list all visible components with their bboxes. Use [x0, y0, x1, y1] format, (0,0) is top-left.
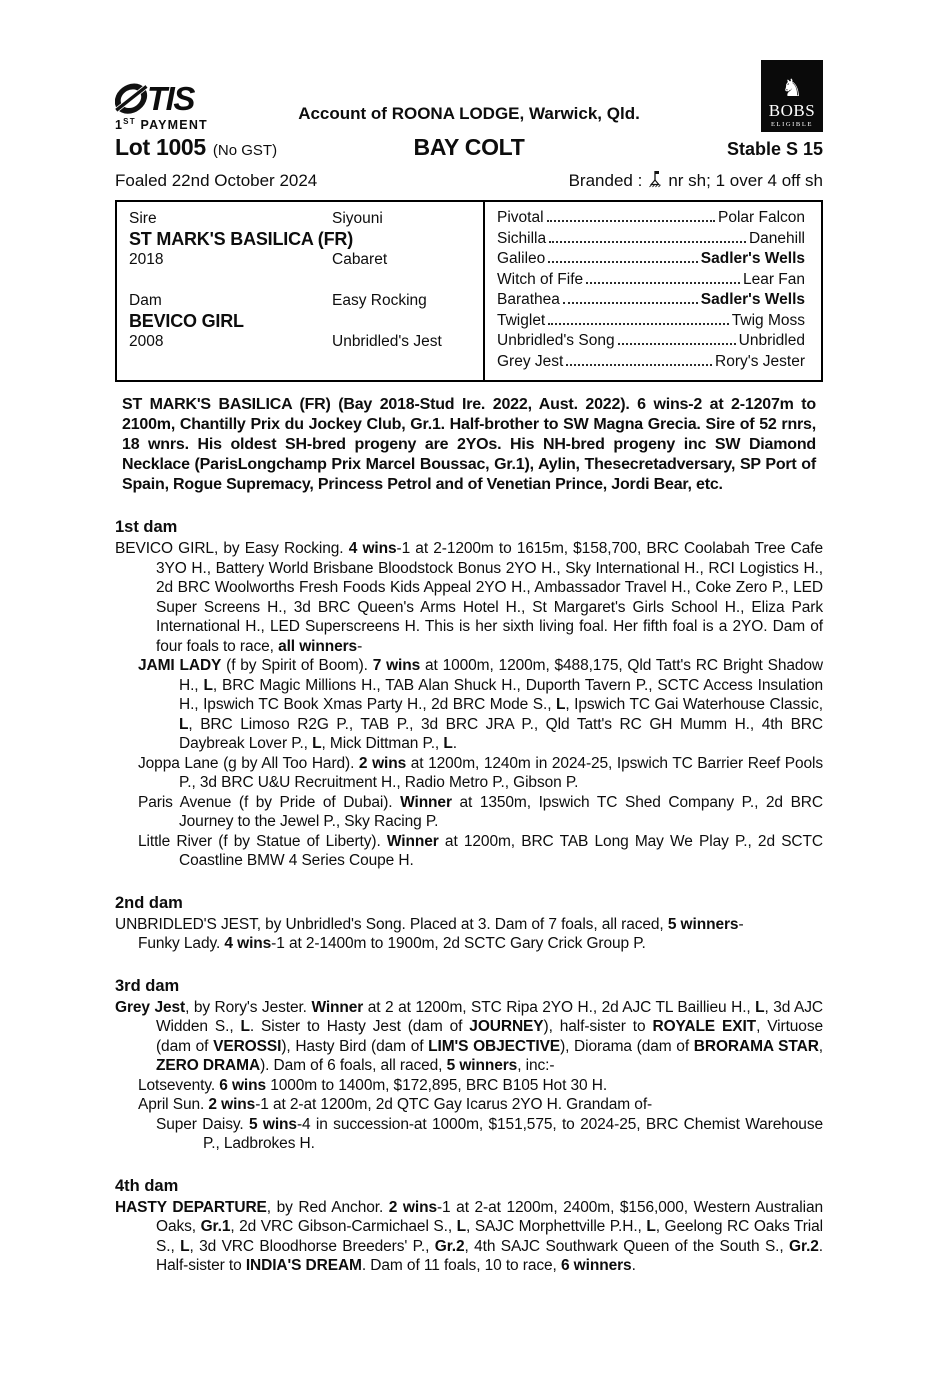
cross-sire-name: Galileo — [497, 250, 546, 267]
dot-leader — [548, 323, 729, 325]
branded-label: Branded : — [568, 171, 643, 190]
pedigree-cross-row — [497, 312, 805, 333]
dam-year: 2008 — [129, 333, 164, 351]
pedigree-third-generation — [483, 202, 821, 380]
section-heading: 3rd dam — [115, 976, 180, 995]
pedigree-paragraph: Little River (f by Statue of Liberty). Winner at 1200m, BRC TAB Long May We Play P., 2d SCTC Coastline BMW 4 Series Coupe H. — [138, 832, 823, 869]
sire-sire: Siyouni — [332, 210, 383, 228]
section-heading: 4th dam — [115, 1176, 179, 1195]
section-heading: 1st dam — [115, 518, 178, 536]
sire-name: ST MARK'S BASILICA (FR) — [129, 229, 353, 250]
sire-dam: Cabaret — [332, 251, 388, 269]
brand-symbol-icon — [648, 170, 662, 188]
stable-location: Stable S 15 — [726, 139, 823, 159]
pedigree-paragraph: April Sun. 2 wins-1 at 2-at 1200m, 2d QTC Gay Icarus 2YO H. Grandam of- — [138, 1096, 653, 1113]
cross-dam-name: Rory's Jester — [715, 352, 805, 370]
dam-dam: Unbridled's Jest — [332, 333, 442, 351]
pedigree-left-columns — [117, 202, 483, 380]
dam-sections — [115, 518, 823, 1276]
pedigree-paragraph: Grey Jest, by Rory's Jester. Winner at 2 at 1200m, STC Ripa 2YO H., 2d AJC TL Baillieu H., L, 3d AJC Widden S., L. Sister to Hasty Jest (dam of JOURNEY), half-sister to ROYALE EXIT, Virtuose (dam of VEROSSI), Hasty Bird (dam of LIM'S OBJECTIVE), Diorama (dam of BRORAMA STAR, ZERO DRAMA). Dam of 6 foals, all raced, 5 winners, inc:- — [115, 998, 824, 1074]
qtis-word: TIS — [147, 79, 194, 117]
cross-sire-name: Unbridled's Song — [497, 332, 615, 349]
sire-label: Sire — [129, 210, 157, 228]
cross-dam-name: Unbridled — [738, 332, 805, 349]
dam-label: Dam — [129, 292, 162, 310]
dot-leader — [548, 261, 698, 263]
bobs-title: BOBS — [768, 101, 816, 120]
pedigree-paragraph: JAMI LADY (f by Spirit of Boom). 7 wins at 1000m, 1200m, $488,175, Qld Tatt's RC Bright Shadow H., L, BRC Magic Millions H., TAB Alan Shuck H., Duporth Tavern P., SCTC Access Insulation H., Ipswich TC Book Xmas Party H., 2d BRC Mode S., L, Ipswich TC Gai Waterhouse Classic, L, BRC Limoso R2G P., TAB P., 3d BRC JRA P., Qld Tatt's RC GH Mumm H., 4th BRC Daybreak Lover P., L, Mick Dittman P., L. — [138, 657, 823, 752]
pedigree-table — [115, 200, 823, 382]
bobs-eligible-logo — [761, 60, 823, 132]
branded-info — [569, 168, 823, 191]
dot-leader — [547, 220, 715, 222]
branded-description: nr sh; 1 over 4 off sh — [668, 171, 823, 190]
dot-leader — [586, 282, 740, 284]
dot-leader — [563, 302, 698, 304]
cross-dam-name: Danehill — [748, 229, 805, 247]
sire-overview-paragraph: ST MARK'S BASILICA (FR) (Bay 2018-Stud Ire. 2022, Aust. 2022). 6 wins-2 at 2-1207m to 2100m, Chantilly Prix du Jockey Club, Gr.1. Half-brother to SW Magna Grecia. Sire of 52 rnrs, 18 wnrs. His oldest SH-bred progeny are 2YOs. His NH-bred progeny inc SW Diamond Necklace (ParisLongchamp Prix Marcel Boussac, Gr.1), Aylin, Thesecretadversary, SP Port of Spain, Rogue Supremacy, Princess Petrol and of Venetian Prince, Jordi Bear, etc. — [122, 396, 816, 493]
pedigree-cross-row — [497, 291, 805, 312]
pedigree-paragraph: Super Daisy. 5 wins-4 in succession-at 1000m, $151,575, to 2024-25, BRC Chemist Warehouse P., Ladbrokes H. — [156, 1115, 824, 1152]
catalogue-page — [115, 60, 823, 1276]
sire-year: 2018 — [129, 251, 164, 269]
horse-description: BAY COLT — [413, 134, 525, 160]
cross-dam-name: Twig Moss — [731, 311, 805, 329]
lot-number: Lot 1005 — [115, 134, 206, 160]
cross-sire-name: Barathea — [497, 291, 560, 308]
lot-number-group — [115, 134, 414, 161]
qtis-wordmark — [115, 81, 298, 115]
cross-sire-name: Witch of Fife — [497, 270, 584, 288]
cross-sire-name: Grey Jest — [497, 352, 564, 370]
cross-sire-name: Twiglet — [497, 311, 546, 329]
dot-leader — [618, 343, 736, 345]
pedigree-paragraph: Paris Avenue (f by Pride of Dubai). Winner at 1350m, Ipswich TC Shed Company P., 2d BRC Journey to the Jewel P., Sky Racing P. — [138, 793, 823, 830]
lot-row — [115, 134, 823, 161]
dam-sire: Easy Rocking — [332, 292, 427, 310]
foaled-row — [115, 168, 823, 191]
pedigree-paragraph: BEVICO GIRL, by Easy Rocking. 4 wins-1 at 2-1200m to 1615m, $158,700, BRC Coolabah Tree Cafe 3YO H., Battery World Brisbane Bloodstock Bonus 2YO H., Sky International H., RCI Logistics H., 2d BRC Woolworths Fresh Foods Kids Appeal 2YO H., Ambassador Travel H., Coke Zero P., LED Super Screens H., 3d BRC Queen's Arms Hotel H., St Margaret's Girls School H., Eliza Park International H., LED Superscreens H. This is her sixth living foal. Her fifth foal is a 2YO. Dam of four foals to race, all winners- — [115, 540, 823, 655]
pedigree-paragraph: HASTY DEPARTURE, by Red Anchor. 2 wins-1 at 2-at 1200m, 2400m, $156,000, Western Australian Oaks, Gr.1, 2d VRC Gibson-Carmichael S., L, SAJC Morphettville P.H., L, Geelong RC Oaks Trial S., L, 3d VRC Bloodhorse Breeders' P., Gr.2, 4th SAJC Southwark Queen of the South S., Gr.2. Half-sister to INDIA'S DREAM. Dam of 11 foals, 10 to race, 6 winners. — [115, 1198, 824, 1274]
account-line: Account of ROONA LODGE, Warwick, Qld. — [298, 104, 640, 123]
cross-sire-name: Pivotal — [497, 209, 544, 226]
section-heading: 2nd dam — [115, 893, 183, 912]
qtis-subtitle: 1ST PAYMENT — [115, 117, 208, 133]
cross-dam-name: Sadler's Wells — [700, 250, 805, 267]
pedigree-cross-row — [497, 250, 805, 271]
bobs-subtitle: ELIGIBLE — [770, 121, 814, 128]
pedigree-cross-row — [497, 209, 805, 230]
qtis-logo — [115, 81, 298, 132]
header-brand-row — [115, 60, 823, 132]
cross-dam-name: Lear Fan — [742, 270, 805, 288]
pedigree-paragraph: Lotseventy. 6 wins 1000m to 1400m, $172,895, BRC B105 Hot 30 H. — [138, 1076, 608, 1094]
dot-leader — [566, 364, 712, 366]
pedigree-cross-row — [497, 332, 805, 353]
dam-name: BEVICO GIRL — [129, 311, 244, 332]
pedigree-paragraph: Joppa Lane (g by All Too Hard). 2 wins at 1200m, 1240m in 2024-25, Ipswich TC Barrier Reef Pools P., 3d BRC U&U Recruitment H., Radio Metro P., Gibson P. — [138, 754, 823, 791]
cross-sire-name: Sichilla — [497, 229, 547, 247]
pedigree-cross-row — [497, 353, 805, 374]
bobs-horse-icon: ♞ — [781, 76, 803, 102]
pedigree-cross-row — [497, 230, 805, 251]
cross-dam-name: Polar Falcon — [717, 209, 805, 226]
no-gst-note: (No GST) — [212, 142, 278, 159]
pedigree-cross-row — [497, 271, 805, 292]
dot-leader — [549, 241, 746, 243]
foaled-date: Foaled 22nd October 2024 — [115, 171, 318, 190]
qtis-q-icon — [115, 81, 149, 115]
pedigree-paragraph: UNBRIDLED'S JEST, by Unbridled's Song. Placed at 3. Dam of 7 foals, all raced, 5 winners- — [115, 915, 744, 933]
cross-dam-name: Sadler's Wells — [700, 291, 805, 308]
pedigree-paragraph: Funky Lady. 4 wins-1 at 2-1400m to 1900m, 2d SCTC Gary Crick Group P. — [138, 935, 646, 952]
